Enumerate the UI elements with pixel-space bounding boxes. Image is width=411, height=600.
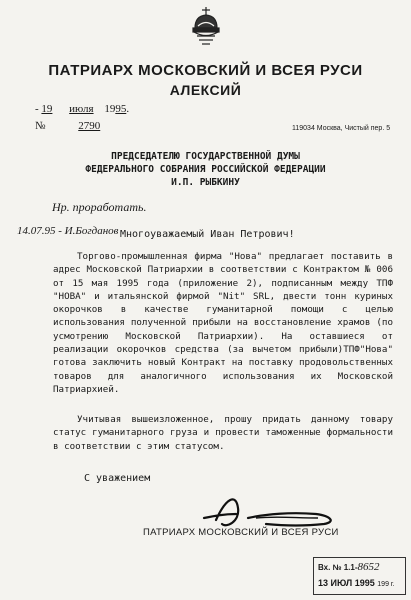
- greeting: Многоуважаемый Иван Петрович!: [120, 229, 295, 240]
- handwritten-resolution: Нр. проработать.: [52, 200, 147, 214]
- addressee-block: [0, 150, 411, 189]
- patriarch-emblem-icon: [187, 6, 225, 50]
- number-value: 2790: [78, 120, 101, 132]
- date-day: 19: [41, 103, 53, 115]
- handwritten-note: 14.07.95 - И.Богданов: [17, 225, 119, 237]
- stamp-year-suffix: 199 г.: [377, 581, 395, 588]
- sender-address: 119034 Москва, Чистый пер. 5: [292, 125, 391, 132]
- closing: С уважением: [84, 473, 151, 484]
- date-year-prefix: 19: [104, 103, 116, 115]
- header-title: ПАТРИАРХ МОСКОВСКИЙ И ВСЕЯ РУСИ: [48, 62, 363, 79]
- date-year: 95: [115, 103, 127, 115]
- header-name: АЛЕКСИЙ: [169, 82, 242, 98]
- signature-title: ПАТРИАРХ МОСКОВСКИЙ И ВСЕЯ РУСИ: [143, 527, 339, 538]
- addressee-line2: ФЕДЕРАЛЬНОГО СОБРАНИЯ РОССИЙСКОЙ ФЕДЕРАЦИИ: [85, 164, 326, 175]
- stamp-number: 8652: [357, 561, 380, 573]
- addressee-line1: ПРЕДСЕДАТЕЛЮ ГОСУДАРСТВЕННОЙ ДУМЫ: [111, 151, 300, 162]
- body-paragraph-2: Учитывая вышеизложенное, прошу придать данному товару статус гуманитарного груза и провести таможенные формальности в соответствии с этим статусом.: [53, 414, 393, 452]
- stamp-date: 13 ИЮЛ 1995: [318, 578, 375, 588]
- number-label: №: [35, 120, 46, 132]
- date-month: июля: [69, 103, 94, 115]
- body-paragraph-1: Торгово-промышленная фирма "Нова" предлагает поставить в адрес Московской Патриархии в соответствии с Контрактом № 006 от 15 мая 1995 года (приложение 2), подписанным между ТПФ "НОВА" и итальянской фирмой "Nit" SRL, двести тонн куриных окорочков в качестве гуманитарной помощи с целью использования полученной прибыли на восстановление храмов (по усмотрению Московской Патриархии). На оставшиеся от реализации окорочков средства (за вычетом прибыли)ТПФ"Нова" готова заключить новый Контракт на поставку продовольственных товаров для аналогичного использования их Московской Патриархией.: [53, 251, 393, 395]
- addressee-line3: И.П. РЫБКИНУ: [171, 177, 240, 188]
- stamp-label: Вх. № 1.1-: [318, 563, 358, 572]
- incoming-stamp: [313, 557, 406, 595]
- letter-number: [35, 120, 100, 132]
- letter-date: - 19 июля 1995.: [35, 103, 130, 115]
